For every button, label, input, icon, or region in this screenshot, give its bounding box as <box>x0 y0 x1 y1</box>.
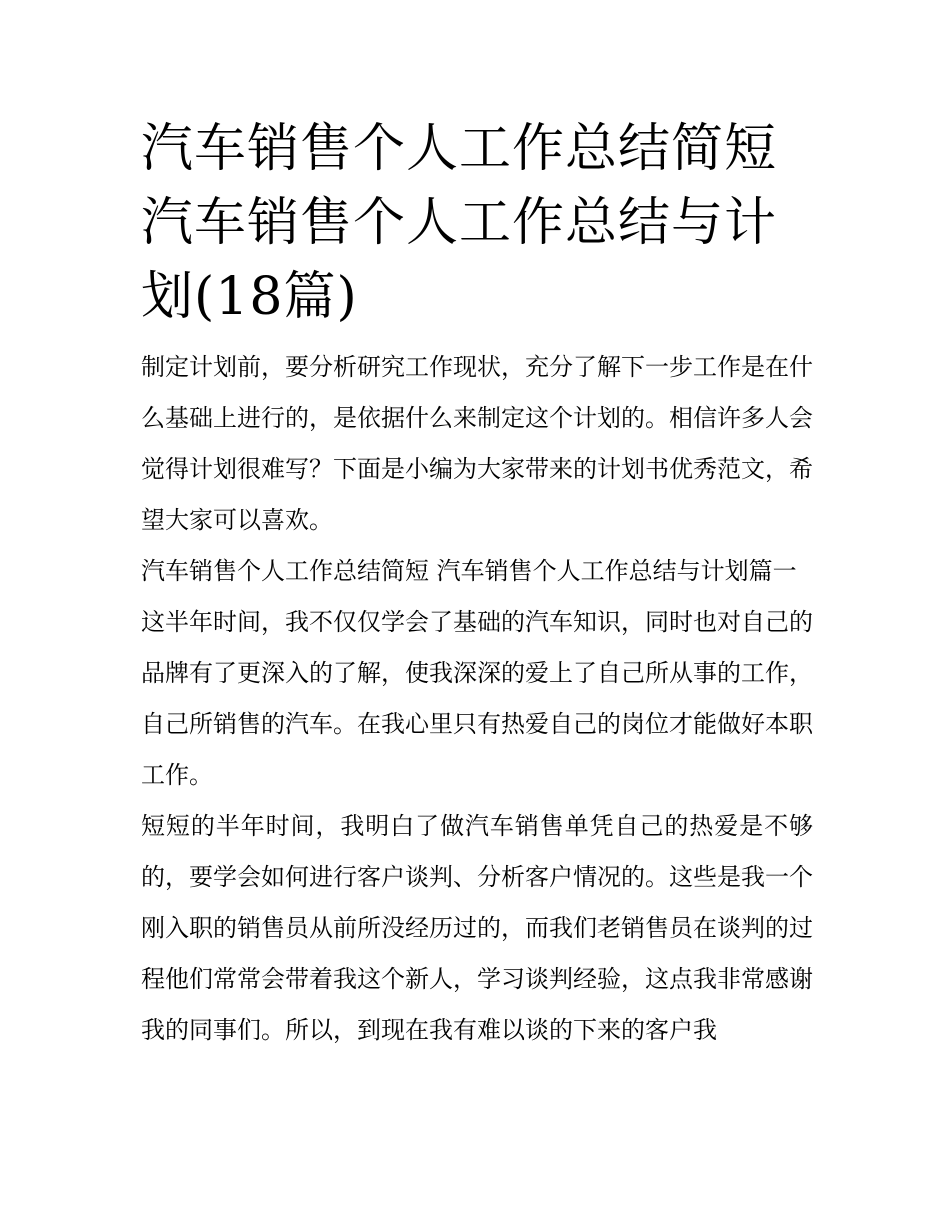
document-page <box>141 112 813 1056</box>
intro-paragraph: 制定计划前，要分析研究工作现状，充分了解下一步工作是在什么基础上进行的，是依据什么来制定这个计划的。相信许多人会觉得计划很难写？下面是小编为大家带来的计划书优秀范文，希望大家可以喜欢。 <box>141 353 813 534</box>
section-heading: 汽车销售个人工作总结简短 汽车销售个人工作总结与计划篇一 <box>141 557 797 585</box>
body-paragraph: 这半年时间，我不仅仅学会了基础的汽车知识，同时也对自己的品牌有了更深入的了解，使我深深的爱上了自己所从事的工作，自己所销售的汽车。在我心里只有热爱自己的岗位才能做好本职工作。 <box>141 608 813 789</box>
document-title: 汽车销售个人工作总结简短 汽车销售个人工作总结与计划(18篇) <box>141 119 778 327</box>
body-paragraph: 短短的半年时间，我明白了做汽车销售单凭自己的热爱是不够的，要学会如何进行客户谈判、分析客户情况的。这些是我一个刚入职的销售员从前所没经历过的，而我们老销售员在谈判的过程他们常常会带着我这个新人，学习谈判经验，这点我非常感谢我的同事们。所以，到现在我有难以谈的下来的客户我 <box>141 812 813 1044</box>
